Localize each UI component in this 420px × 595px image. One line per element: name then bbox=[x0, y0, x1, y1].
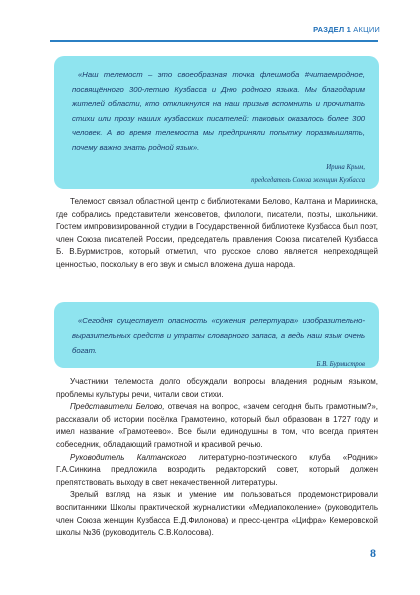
burmistrov-quote-text: «Сегодня существует опасность «сужения репертуара» изобразительно-выразительных средств и утраты словарного запаса, а ведь наш язык очень богат. bbox=[72, 316, 365, 355]
burmistrov-quote-author: Б.В. Бурмистров bbox=[316, 361, 365, 369]
quote-author-name: Ирина Крым, bbox=[326, 163, 365, 171]
section-title bbox=[313, 25, 380, 34]
article-paragraph: Представители Белово, отвечая на вопрос, «зачем сегодня быть грамотным?», рассказали об истории посёлка Грамотеино, который был образован в 1727 году и имел название «Грамотеево». Все были единодушны в том, что всегда приятен собеседник, обладающий грамотной и красивой речью. bbox=[56, 402, 378, 449]
header-rule bbox=[50, 40, 378, 42]
section-name: АКЦИИ bbox=[353, 25, 380, 34]
paragraph-lead: Руководитель Калтанского bbox=[70, 452, 187, 462]
article-paragraph: Зрелый взгляд на язык и умение им пользоваться продемонстрировали воспитанники Школы практической журналистики «Медиапоколение» (руководитель член Союза женщин Кузбасса Е.Д.Филонова) и пресс-центра «Цифра» Кемеровской школы №36 (руководитель С.В.Колосова). bbox=[56, 490, 378, 538]
article-body bbox=[56, 376, 378, 540]
section-label: РАЗДЕЛ 1 bbox=[313, 25, 351, 34]
intro-quote-text: «Наш телемост – это своеобразная точка флешмоба #читаемродное, посвящённого 300-летию Кузбасса и Дню родного языка. Мы благодарим жителей области, кто откликнулся на наш призыв вспомнить и прочитать стихи или прозу наших кузбасских писателей: таковых оказалось более 300 человек. А во время телемоста мы предприняли попытку поразмышлять, почему важно знать родной язык». bbox=[72, 70, 365, 152]
intro-quote-box bbox=[54, 56, 379, 189]
article-paragraph: Участники телемоста долго обсуждали вопросы владения родным языком, проблемы культуры речи, читали свои стихи. bbox=[56, 377, 378, 399]
page-number: 8 bbox=[370, 546, 376, 560]
article-paragraph: Руководитель Калтанского литературно-поэтического клуба «Родник» Г.А.Синкина предложила возродить редакторский совет, который должен препятствовать выходу в свет некачественной литературы. bbox=[56, 452, 378, 487]
burmistrov-quote-box bbox=[54, 302, 379, 368]
paragraph-text: Телемост связал областной центр с библиотеками Белово, Калтана и Мариинска, где собрались представители женсоветов, филологи, писатели, поэты, школьники. Гостем импровизированной студии в Государственной библиотеке Кузбасса был поэт, член Союза писателей России, председатель правления Союза писателей Кузбасса Б. В.Бурмистров, который отметил, что русское слово является непреходящей ценностью, поскольку в его звук и смысл вложена душа народа. bbox=[56, 197, 378, 269]
article-paragraph bbox=[56, 196, 378, 272]
page-header bbox=[0, 0, 420, 44]
paragraph-lead: Представители Белово, bbox=[70, 402, 165, 412]
quote-author-role: председатель Союза женщин Кузбасса bbox=[251, 176, 365, 184]
